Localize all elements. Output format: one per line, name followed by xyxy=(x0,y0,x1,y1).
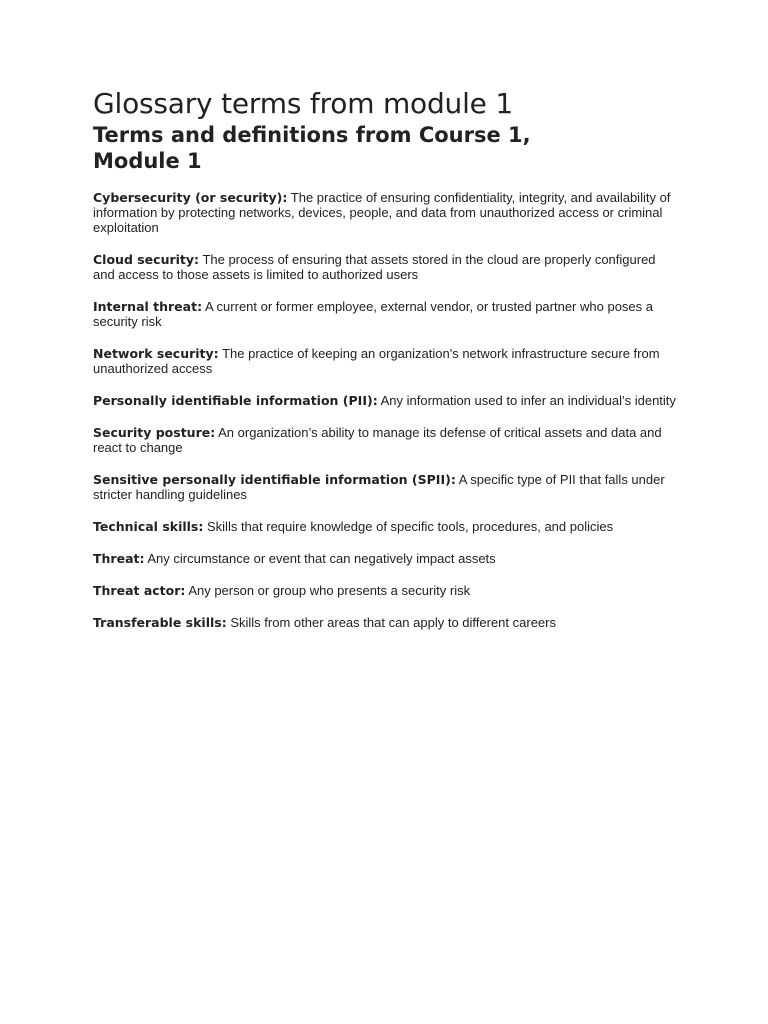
glossary-term: Cloud security: xyxy=(93,252,200,267)
glossary-entry-threat xyxy=(93,551,678,566)
glossary-term: Personally identifiable information (PII): xyxy=(93,393,378,408)
glossary-definition: The process of ensuring that assets stored in the cloud are properly configured and access to those assets is limited to authorized users xyxy=(93,252,656,282)
glossary-entry-pii xyxy=(93,393,678,408)
glossary-definition: The practice of ensuring confidentiality, integrity, and availability of information by protecting networks, devices, people, and data from unauthorized access or criminal exploitation xyxy=(93,190,671,235)
glossary-term: Threat: xyxy=(93,551,145,566)
glossary-term: Transferable skills: xyxy=(93,615,227,630)
glossary-list xyxy=(93,190,678,630)
glossary-entry-network-security xyxy=(93,346,678,376)
glossary-definition: Any person or group who presents a security risk xyxy=(188,583,471,598)
glossary-definition: A current or former employee, external vendor, or trusted partner who poses a security risk xyxy=(93,299,653,329)
glossary-definition: A specific type of PII that falls under stricter handling guidelines xyxy=(93,472,665,502)
glossary-entry-internal-threat xyxy=(93,299,678,329)
glossary-term: Security posture: xyxy=(93,425,216,440)
glossary-entry-security-posture xyxy=(93,425,678,455)
glossary-term: Cybersecurity (or security): xyxy=(93,190,288,205)
glossary-definition: Skills from other areas that can apply to different careers xyxy=(230,615,556,630)
glossary-term: Sensitive personally identifiable information (SPII): xyxy=(93,472,456,487)
glossary-term: Internal threat: xyxy=(93,299,203,314)
glossary-entry-spii xyxy=(93,472,678,502)
glossary-definition: Skills that require knowledge of specific tools, procedures, and policies xyxy=(207,519,614,534)
glossary-entry-transferable-skills xyxy=(93,615,678,630)
glossary-definition: The practice of keeping an organization's network infrastructure secure from unauthorized access xyxy=(93,346,660,376)
glossary-entry-cybersecurity xyxy=(93,190,678,235)
glossary-entry-cloud-security xyxy=(93,252,678,282)
glossary-term: Technical skills: xyxy=(93,519,204,534)
glossary-definition: Any information used to infer an individual’s identity xyxy=(380,393,676,408)
page-subtitle: Terms and definitions from Course 1, Module 1 xyxy=(93,123,531,173)
page-title: Glossary terms from module 1 xyxy=(93,87,514,120)
glossary-definition: An organization’s ability to manage its defense of critical assets and data and react to change xyxy=(93,425,662,455)
glossary-term: Threat actor: xyxy=(93,583,186,598)
glossary-entry-technical-skills xyxy=(93,519,678,534)
glossary-term: Network security: xyxy=(93,346,219,361)
glossary-definition: Any circumstance or event that can negatively impact assets xyxy=(147,551,496,566)
glossary-entry-threat-actor xyxy=(93,583,678,598)
